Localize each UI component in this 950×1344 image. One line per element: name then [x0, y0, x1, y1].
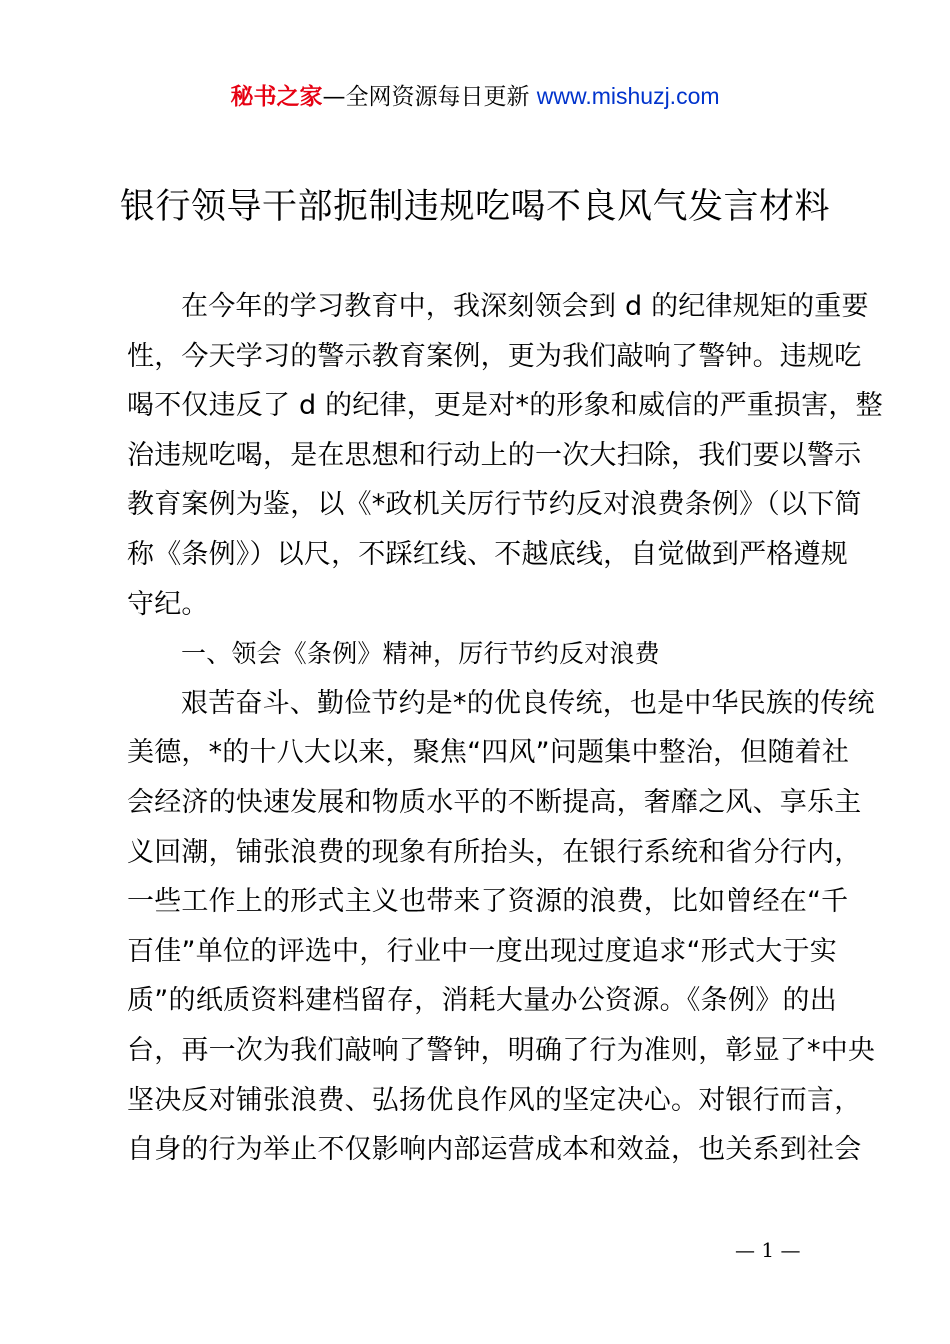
site-brand: 秘书之家 — [230, 84, 323, 110]
paragraph-1-line-3: 喝不仅违反了 d 的纪律，更是对*的形象和威信的严重损害，整 — [127, 390, 883, 422]
paragraph-2-line-1: 艰苦奋斗、勤俭节约是*的优良传统，也是中华民族的传统 — [181, 687, 875, 719]
document-body — [127, 282, 883, 1175]
paragraph-1-line-7: 守纪。 — [127, 588, 209, 620]
paragraph-1-line-4: 治违规吃喝，是在思想和行动上的一次大扫除，我们要以警示 — [127, 439, 862, 471]
paragraph-1-line-2: 性，今天学习的警示教育案例，更为我们敲响了警钟。违规吃 — [127, 340, 862, 372]
paragraph-2-line-2: 美德，*的十八大以来，聚焦“四风”问题集中整治，但随着社 — [127, 737, 850, 769]
document-title: 银行领导干部扼制违规吃喝不良风气发言材料 — [119, 187, 830, 227]
paragraph-2-line-3: 会经济的快速发展和物质水平的不断提高，奢靡之风、享乐主 — [127, 786, 862, 818]
paragraph-2-line-5: 一些工作上的形式主义也带来了资源的浪费，比如曾经在“千 — [127, 886, 849, 918]
paragraph-1-line-1: 在今年的学习教育中，我深刻领会到 d 的纪律规矩的重要 — [181, 291, 869, 322]
paragraph-2-line-10: 自身的行为举止不仅影响内部运营成本和效益，也关系到社会 — [127, 1134, 862, 1166]
site-header — [0, 80, 950, 113]
paragraph-2-line-6: 百佳”单位的评选中，行业中一度出现过度追求“形式大于实 — [127, 935, 837, 967]
paragraph-2-line-4: 义回潮，铺张浪费的现象有所抬头，在银行系统和省分行内， — [127, 836, 862, 868]
site-url[interactable]: www.mishuzj.com — [536, 83, 720, 109]
site-tagline: —全网资源每日更新 — [322, 84, 530, 110]
paragraph-1-line-6: 称《条例》）以尺，不踩红线、不越底线，自觉做到严格遵规 — [127, 538, 848, 570]
paragraph-1-line-5: 教育案例为鉴，以《*政机关厉行节约反对浪费条例》（以下简 — [127, 489, 862, 521]
paragraph-2-line-7: 质”的纸质资料建档留存，消耗大量办公资源。《条例》的出 — [127, 985, 837, 1017]
page-number: — 1 — — [735, 1238, 801, 1262]
section-heading-1: 一、领会《条例》精神，厉行节约反对浪费 — [181, 639, 660, 669]
paragraph-2-line-9: 坚决反对铺张浪费、弘扬优良作风的坚定决心。对银行而言， — [127, 1084, 862, 1116]
paragraph-2-line-8: 台，再一次为我们敲响了警钟，明确了行为准则，彰显了*中央 — [127, 1034, 876, 1066]
